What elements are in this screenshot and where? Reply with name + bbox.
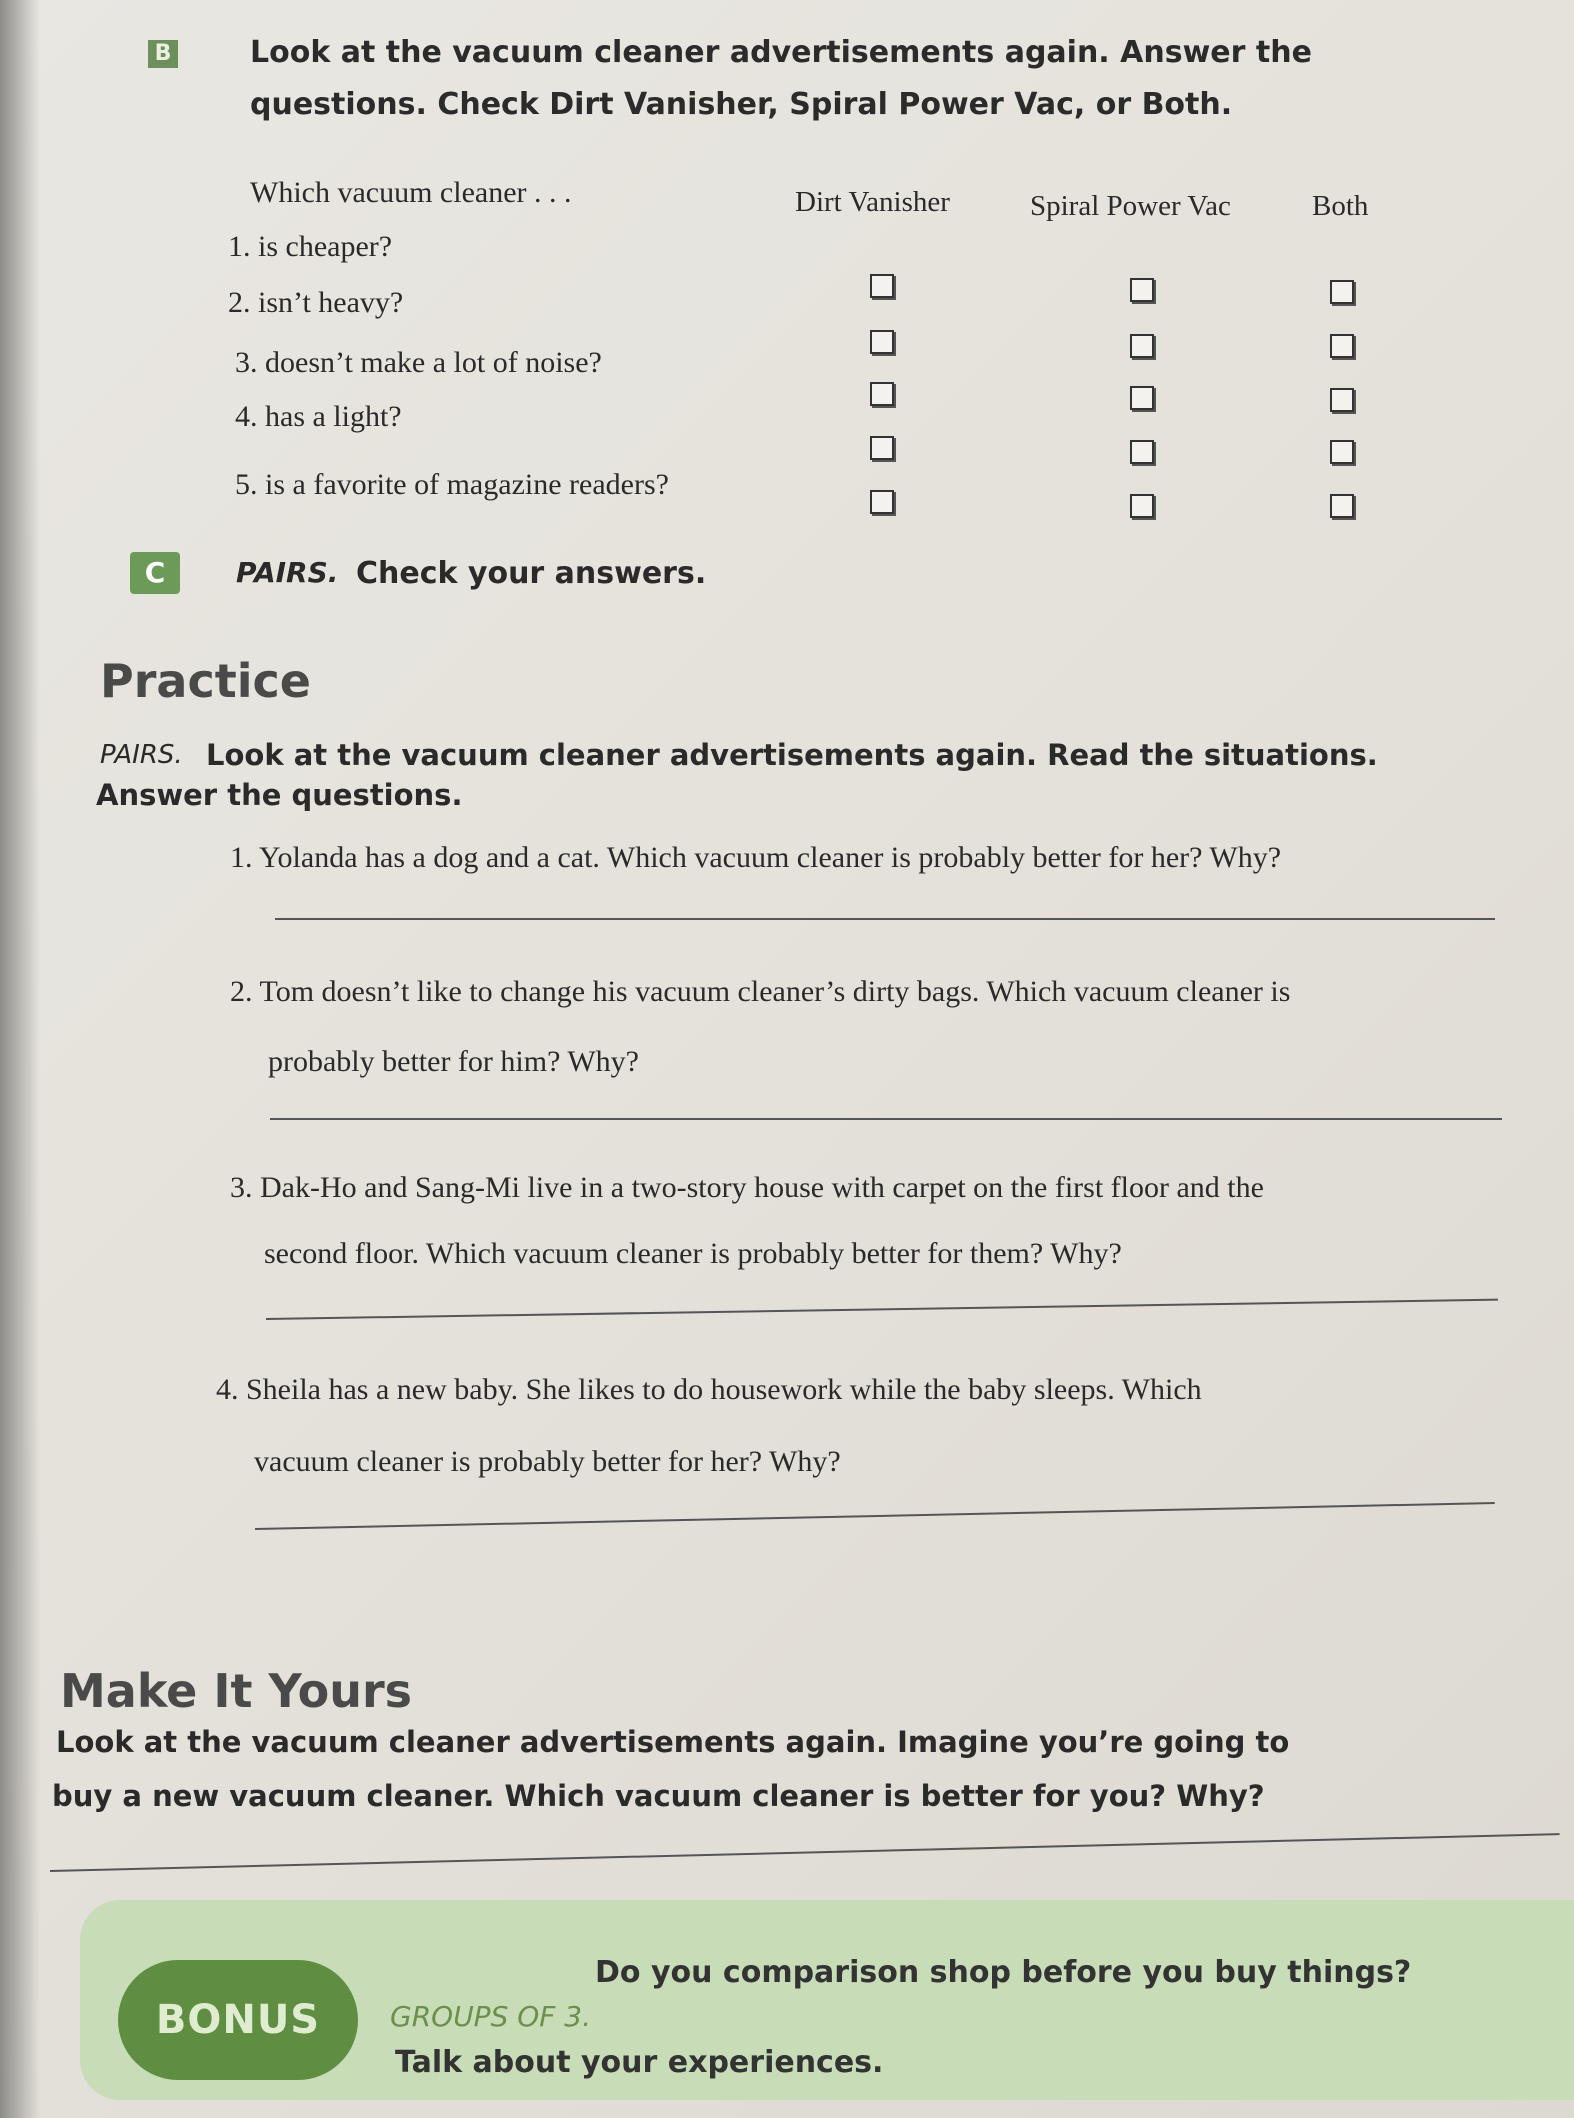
section-b-badge: B [148, 40, 178, 68]
question-4: 4. has a light? [235, 400, 402, 433]
make-it-yours-title: Make It Yours [60, 1664, 413, 1718]
question-3: 3. doesn’t make a lot of noise? [235, 346, 602, 379]
practice-title: Practice [100, 654, 311, 708]
practice-item-2-line1: 2. Tom doesn’t like to change his vacuum cleaner’s dirty bags. Which vacuum cleaner is [230, 975, 1291, 1008]
question-5: 5. is a favorite of magazine readers? [235, 468, 669, 501]
checkbox-q1-spiral-power-vac[interactable] [1130, 278, 1154, 302]
section-b-instruction-line1: Look at the vacuum cleaner advertisements again. Answer the [250, 35, 1312, 70]
checkbox-q5-spiral-power-vac[interactable] [1130, 494, 1154, 518]
checkbox-q3-spiral-power-vac[interactable] [1130, 386, 1154, 410]
checkbox-q1-dirt-vanisher[interactable] [870, 274, 894, 298]
practice-item-3-line1: 3. Dak-Ho and Sang-Mi live in a two-story house with carpet on the first floor and the [230, 1171, 1264, 1204]
practice-instruction-label: PAIRS. [100, 740, 183, 770]
make-it-yours-line2: buy a new vacuum cleaner. Which vacuum cleaner is better for you? Why? [52, 1779, 1265, 1813]
practice-item-1-line1: 1. Yolanda has a dog and a cat. Which vacuum cleaner is probably better for her? Why? [230, 841, 1282, 874]
checkbox-q1-both[interactable] [1330, 280, 1354, 304]
answer-line-2[interactable] [270, 1118, 1502, 1120]
question-1: 1. is cheaper? [228, 230, 393, 263]
checkbox-q2-spiral-power-vac[interactable] [1130, 334, 1154, 358]
practice-item-3-line2: second floor. Which vacuum cleaner is probably better for them? Why? [264, 1237, 1122, 1270]
section-c-badge: C [130, 552, 180, 594]
page-edge-shadow [0, 0, 40, 2118]
section-b-instruction-line2: questions. Check Dirt Vanisher, Spiral Power Vac, or Both. [250, 87, 1233, 122]
checkbox-q2-both[interactable] [1330, 334, 1354, 358]
question-header: Which vacuum cleaner . . . [250, 176, 572, 209]
checkbox-q3-dirt-vanisher[interactable] [870, 382, 894, 406]
checkbox-q4-dirt-vanisher[interactable] [870, 436, 894, 460]
practice-item-2-line2: probably better for him? Why? [268, 1045, 639, 1078]
bonus-badge: BONUS [118, 1960, 358, 2080]
practice-item-4-line2: vacuum cleaner is probably better for her? Why? [254, 1445, 841, 1478]
question-2: 2. isn’t heavy? [228, 286, 404, 319]
bonus-line1: Do you comparison shop before you buy things? [595, 1955, 1412, 1990]
column-header-both: Both [1312, 190, 1369, 222]
checkbox-q5-both[interactable] [1330, 494, 1354, 518]
make-it-yours-line1: Look at the vacuum cleaner advertisements again. Imagine you’re going to [56, 1725, 1290, 1759]
section-c-text: Check your answers. [356, 556, 707, 591]
practice-item-4-line1: 4. Sheila has a new baby. She likes to do housework while the baby sleeps. Which [216, 1373, 1202, 1406]
answer-line-1[interactable] [275, 918, 1495, 920]
checkbox-q4-both[interactable] [1330, 440, 1354, 464]
checkbox-q3-both[interactable] [1330, 388, 1354, 412]
practice-instruction-line1: Look at the vacuum cleaner advertisements again. Read the situations. [206, 738, 1378, 772]
answer-line-3[interactable] [266, 1299, 1498, 1320]
bonus-line2: Talk about your experiences. [395, 2045, 884, 2080]
column-header-spiral-power-vac: Spiral Power Vac [1030, 190, 1231, 222]
column-header-dirt-vanisher: Dirt Vanisher [795, 186, 950, 218]
practice-instruction-line2: Answer the questions. [96, 778, 463, 812]
answer-line-4[interactable] [255, 1502, 1495, 1530]
checkbox-q2-dirt-vanisher[interactable] [870, 330, 894, 354]
checkbox-q5-dirt-vanisher[interactable] [870, 490, 894, 514]
checkbox-q4-spiral-power-vac[interactable] [1130, 440, 1154, 464]
bonus-label: GROUPS OF 3. [390, 2000, 592, 2033]
answer-line-make-it-yours[interactable] [50, 1833, 1560, 1872]
section-c-label: PAIRS. [236, 556, 339, 589]
